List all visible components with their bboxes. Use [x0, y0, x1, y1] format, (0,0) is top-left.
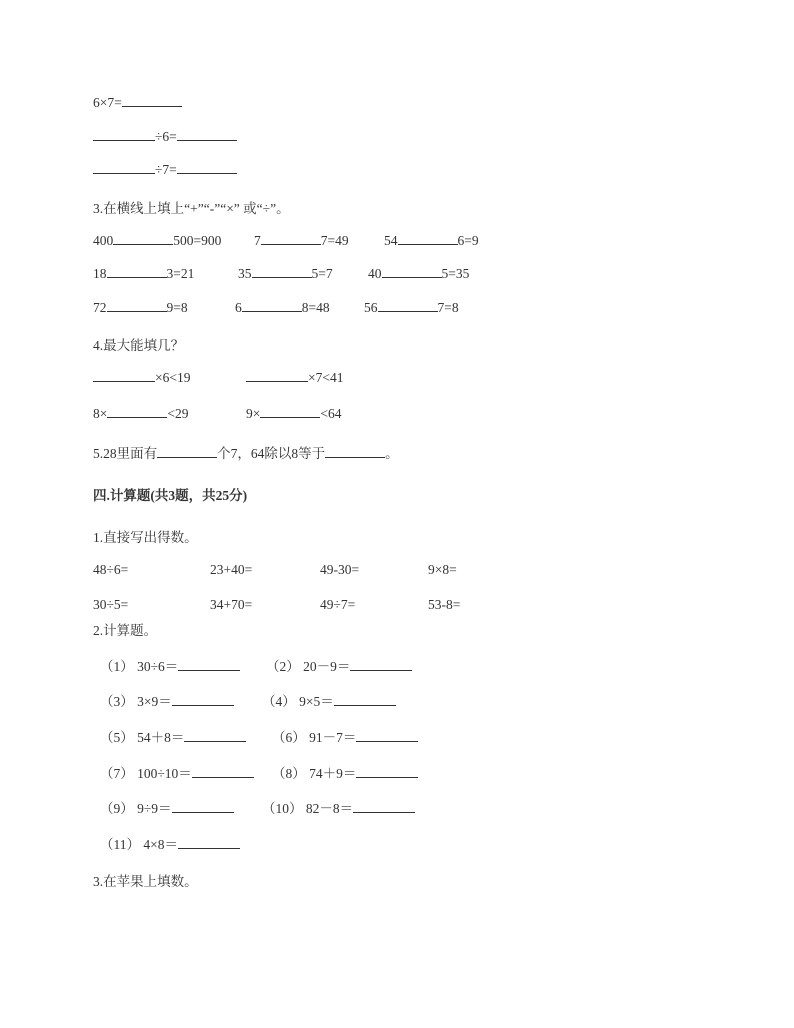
answer-blank[interactable] [177, 139, 237, 141]
calc-1-item: 53-8= [428, 597, 461, 612]
answer-blank[interactable] [334, 704, 396, 706]
calc-1-item: 9×8= [428, 562, 457, 577]
q3-row-1-item-2: 7 7=49 [254, 233, 349, 248]
calc-1-item: 48÷6= [93, 562, 129, 577]
answer-blank[interactable] [172, 811, 234, 813]
calc-2-item-10: （10） 82－8＝ [262, 797, 415, 817]
operator-blank[interactable] [398, 243, 458, 245]
answer-blank[interactable] [192, 776, 254, 778]
calc-2-item-11: （11） 4×8＝ [100, 833, 240, 853]
answer-blank[interactable] [122, 105, 182, 107]
operator-blank[interactable] [261, 243, 321, 245]
operator-blank[interactable] [113, 243, 173, 245]
answer-blank[interactable] [178, 847, 240, 849]
q4-item-2: ×7<41 [246, 370, 343, 386]
calc-1-title: 1.直接写出得数。 [93, 530, 198, 545]
calc-2-title: 2.计算题。 [93, 623, 158, 638]
q3-row-2-item-3: 40 5=35 [368, 266, 470, 281]
calc-2-item-1: （1） 30÷6＝ [100, 655, 240, 675]
answer-blank[interactable] [246, 380, 308, 382]
calc-2-item-9: （9） 9÷9＝ [100, 797, 234, 817]
calc-2-item-5: （5） 54＋8＝ [100, 726, 246, 746]
calc-1-item: 49-30= [320, 562, 360, 577]
q3-row-3-item-1: 72 9=8 [93, 300, 188, 315]
q3-row-3-item-2: 6 8=48 [235, 300, 330, 315]
q3-row-2-item-1: 18 3=21 [93, 266, 195, 281]
operator-blank[interactable] [378, 310, 438, 312]
operator-blank[interactable] [252, 276, 312, 278]
answer-blank[interactable] [93, 380, 155, 382]
answer-blank[interactable] [356, 776, 418, 778]
calc-1-item: 34+70= [210, 597, 253, 612]
answer-blank[interactable] [325, 456, 385, 458]
answer-blank[interactable] [353, 811, 415, 813]
calc-2-item-6: （6） 91－7＝ [272, 726, 418, 746]
answer-blank[interactable] [93, 139, 155, 141]
answer-blank[interactable] [356, 740, 418, 742]
answer-blank[interactable] [178, 669, 240, 671]
calc-2-item-3: （3） 3×9＝ [100, 690, 234, 710]
q4-item-4: 9× <64 [246, 406, 342, 421]
q3-row-1: 400 500=900 [93, 233, 222, 248]
answer-blank[interactable] [172, 704, 234, 706]
equation-div7: ÷7= [93, 162, 237, 178]
calc-1-item: 30÷5= [93, 597, 129, 612]
question-3-title: 3.在横线上填上“+”“-”“×” 或“÷”。 [93, 201, 290, 216]
calc-2-item-8: （8） 74＋9＝ [272, 762, 418, 782]
section-heading: 四.计算题(共3题，共25分) [93, 488, 248, 503]
q3-row-3-item-3: 56 7=8 [364, 300, 459, 315]
answer-blank[interactable] [157, 456, 217, 458]
answer-blank[interactable] [107, 416, 167, 418]
answer-blank[interactable] [260, 416, 320, 418]
answer-blank[interactable] [177, 172, 237, 174]
equation-div6: ÷6= [93, 129, 237, 145]
calc-2-item-2: （2） 20－9＝ [266, 655, 412, 675]
q3-row-1-item-3: 54 6=9 [384, 233, 479, 248]
operator-blank[interactable] [242, 310, 302, 312]
question-4-title: 4.最大能填几？ [93, 338, 185, 353]
q4-item-1: ×6<19 [93, 370, 190, 386]
q3-row-2-item-2: 35 5=7 [238, 266, 333, 281]
answer-blank[interactable] [350, 669, 412, 671]
calc-3-title: 3.在苹果上填数。 [93, 874, 198, 889]
operator-blank[interactable] [107, 310, 167, 312]
calc-1-item: 49÷7= [320, 597, 356, 612]
operator-blank[interactable] [107, 276, 167, 278]
equation-6x7: 6×7= [93, 95, 182, 111]
answer-blank[interactable] [93, 172, 155, 174]
calc-2-item-4: （4） 9×5＝ [262, 690, 396, 710]
q4-item-3: 8× <29 [93, 406, 189, 421]
answer-blank[interactable] [184, 740, 246, 742]
calc-1-item: 23+40= [210, 562, 253, 577]
calc-2-item-7: （7） 100÷10＝ [100, 762, 254, 782]
question-5: 5.28里面有 个7，64除以8等于 。 [93, 446, 399, 461]
operator-blank[interactable] [382, 276, 442, 278]
